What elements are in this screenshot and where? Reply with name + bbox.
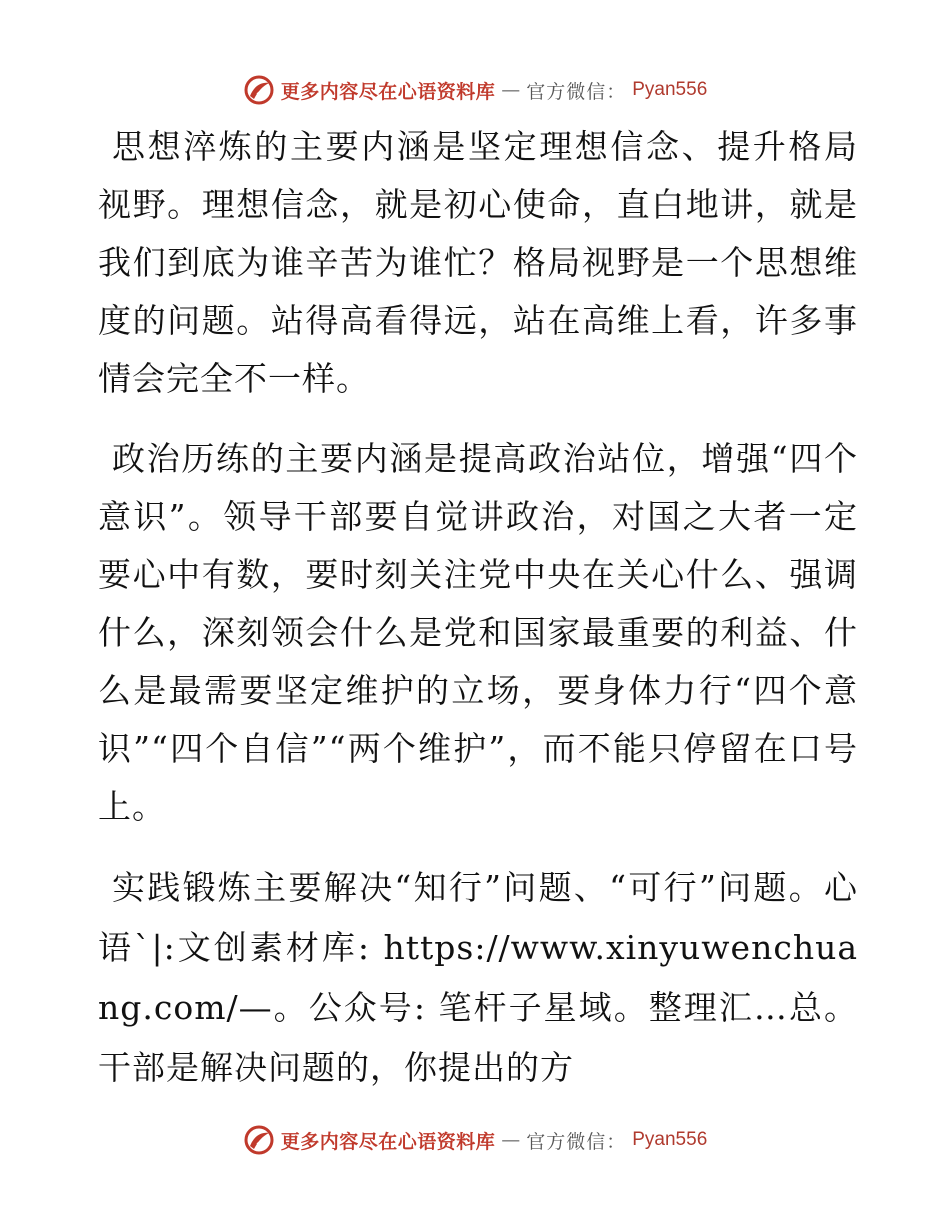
footer-dash: —	[501, 1129, 521, 1151]
header-dash: —	[501, 79, 521, 101]
header-wechat-label: 官方微信：	[526, 80, 627, 103]
paragraph-politics: 政治历练的主要内涵是提高政治站位，增强“四个意识”。领导干部要自觉讲政治，对国之大者一定要心中有数，要时刻关注党中央在关心什么、强调什么，深刻领会什么是党和国家最重要的利益、什么是最需要坚定维护的立场，要身体力行“四个意识”“四个自信”“两个维护”，而不能只停留在口号上。	[98, 439, 858, 826]
brush-swirl-logo-icon	[243, 1124, 275, 1156]
footer-promo-text: 更多内容尽在心语资料库	[280, 1130, 496, 1153]
paragraph-ideology: 思想淬炼的主要内涵是坚定理想信念、提升格局视野。理想信念，就是初心使命，直白地讲，就是我们到底为谁辛苦为谁忙？格局视野是一个思想维度的问题。站得高看得远，站在高维上看，许多事情会完全不一样。	[98, 127, 858, 398]
footer-banner	[0, 1120, 950, 1160]
footer-wechat-label: 官方微信：	[526, 1130, 627, 1153]
brush-swirl-logo-icon	[243, 74, 275, 106]
header-promo-text: 更多内容尽在心语资料库	[280, 80, 496, 103]
header-banner	[0, 70, 950, 110]
footer-wechat-id: Pyan556	[632, 1129, 708, 1150]
document-body	[98, 118, 858, 1120]
header-wechat-id: Pyan556	[632, 79, 708, 100]
paragraph-practice: 实践锻炼主要解决“知行”问题、“可行”问题。心语`|:文创素材库: https://www.xinyuwenchuang.com/—。公众号: 笔杆子星域。整理汇…总。干部是解决问题的，你提出的方	[98, 868, 858, 1087]
